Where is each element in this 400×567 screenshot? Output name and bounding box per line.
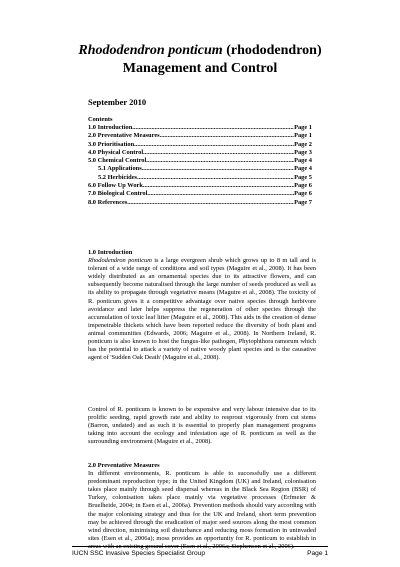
- toc-entry[interactable]: [88, 182, 312, 190]
- toc-entry-page: Page 5: [294, 173, 312, 181]
- section-heading: 1.0 Introduction: [88, 249, 133, 256]
- toc-entry-label: 5.1 Applications: [98, 165, 142, 173]
- toc-entry[interactable]: [88, 190, 312, 198]
- toc-entry-label: 6.0 Follow Up Work: [88, 182, 143, 190]
- toc-entry-label: 1.0 Introduction: [88, 124, 133, 131]
- toc-entry-page: Page 4: [294, 157, 312, 165]
- section-introduction-continued: [88, 406, 316, 446]
- toc-entry[interactable]: [88, 149, 312, 157]
- toc-entry-page: Page 4: [294, 165, 312, 173]
- toc-entry-page: Page 2: [294, 140, 312, 148]
- toc-entry[interactable]: [88, 124, 312, 132]
- toc-entry[interactable]: [88, 141, 312, 149]
- title-subtitle: Management and Control: [122, 61, 278, 76]
- toc-entry-page: Page 6: [294, 182, 312, 190]
- toc-subentry[interactable]: [88, 165, 312, 173]
- toc-entry[interactable]: [88, 132, 312, 140]
- section-heading: 2.0 Preventative Measures: [88, 462, 160, 469]
- toc-entry-label: 7.0 Biological Control: [88, 190, 148, 198]
- document-date: September 2010: [88, 97, 147, 107]
- toc-entry-page: Page 7: [294, 198, 312, 206]
- page-footer: [72, 546, 328, 557]
- table-of-contents: [88, 115, 312, 207]
- toc-subentry[interactable]: [88, 174, 312, 182]
- paragraph-text: is a large evergreen shrub which grows up to 8 m tall and is tolerant of a wide range of conditions and soil types (Maguire et al., 2008). It has been widely distributed as an ornamental species due to its attractive flowers, and can subsequently become naturalised through the large number of seeds produced as well as its ability to propagate through vegetative means (Maguire et al., 2008). The toxicity of R. ponticum gives it a competitive advantage over native species through herbivore avoidance and later helps suppress the regeneration of other species through the accumulation of toxic leaf litter (Maguire et al., 2008). This aids in the creation of dense impenetrable thickets which have been reported reduce the diversity of both plant and animal communities (Edwards, 2006; Maguire et al., 2008). In Northern Ireland, R. ponticum is also known to host the fungus-like pathogen, Phytophthora ramorum which has the potential to attack a variety of native woody plant species and is the causative agent of 'Sudden Oak Death' (Maguire et al., 2008).: [88, 257, 316, 362]
- footer-organisation: IUCN SSC Invasive Species Specialist Group: [72, 550, 206, 557]
- paragraph: In different environments, R. ponticum is able to successfully use a different predominant reproduction type; in the United Kingdom (UK) and Ireland, colonisation takes place mainly through seed dispersal whereas in the Black Sea Region (BSR) of Turkey, colonisation takes place mainly via vegetative processes (Erfmeier & Bruelheide, 2004; in Esen et al., 2006a). Prevention methods should vary according with the major colonising strategy and thus for the UK and Ireland, short term prevention may be achieved through the eradication of major seed sources along the most common wind direction, minimising soil disturbance and reducing moss formation in uninvaded sites (Esen et al., 2006a); moss provides an opportunity for R. ponticum to establish in areas with an existing ground cover (Esen et al., 2006a; Stephenson et al., 2006).: [88, 470, 316, 550]
- toc-entry-label: 8.0 References: [88, 198, 128, 206]
- toc-entry[interactable]: [88, 157, 312, 165]
- paragraph: [88, 257, 316, 362]
- toc-entry-label: 5.0 Chemical Control: [88, 157, 147, 165]
- document-title: [40, 42, 360, 78]
- species-name: Rhododendron ponticum: [88, 257, 152, 265]
- contents-heading: Contents: [88, 116, 113, 123]
- title-common-name: (rhododendron): [222, 43, 322, 58]
- section-introduction: [88, 249, 316, 362]
- footer-page-number: Page 1: [307, 550, 328, 557]
- toc-entry-page: Page 1: [294, 132, 312, 140]
- toc-entry-label: 3.0 Prioritisation: [88, 140, 135, 148]
- paragraph: Control of R. ponticum is known to be expensive and very labour intensive due to its prolific seeding, rapid growth rate and ability to resprout vigorously from cut stems (Barron, undated) and as such it is essential to properly plan management programs taking into account the ecology and infestation age of R. ponticum as well as the surrounding environment (Maguire et al., 2008).: [88, 406, 316, 446]
- title-species: Rhododendron ponticum: [78, 43, 223, 58]
- toc-entry-page: Page 6: [294, 190, 312, 198]
- toc-entry-label: 4.0 Physical Control: [88, 148, 144, 156]
- toc-entry[interactable]: [88, 199, 312, 207]
- toc-entry-page: Page 1: [294, 124, 312, 131]
- toc-entry-label: 2.0 Preventative Measures: [88, 132, 160, 140]
- section-preventative-measures: [88, 462, 316, 551]
- toc-entry-page: Page 3: [294, 148, 312, 156]
- toc-entry-label: 5.2 Herbicides: [98, 173, 138, 181]
